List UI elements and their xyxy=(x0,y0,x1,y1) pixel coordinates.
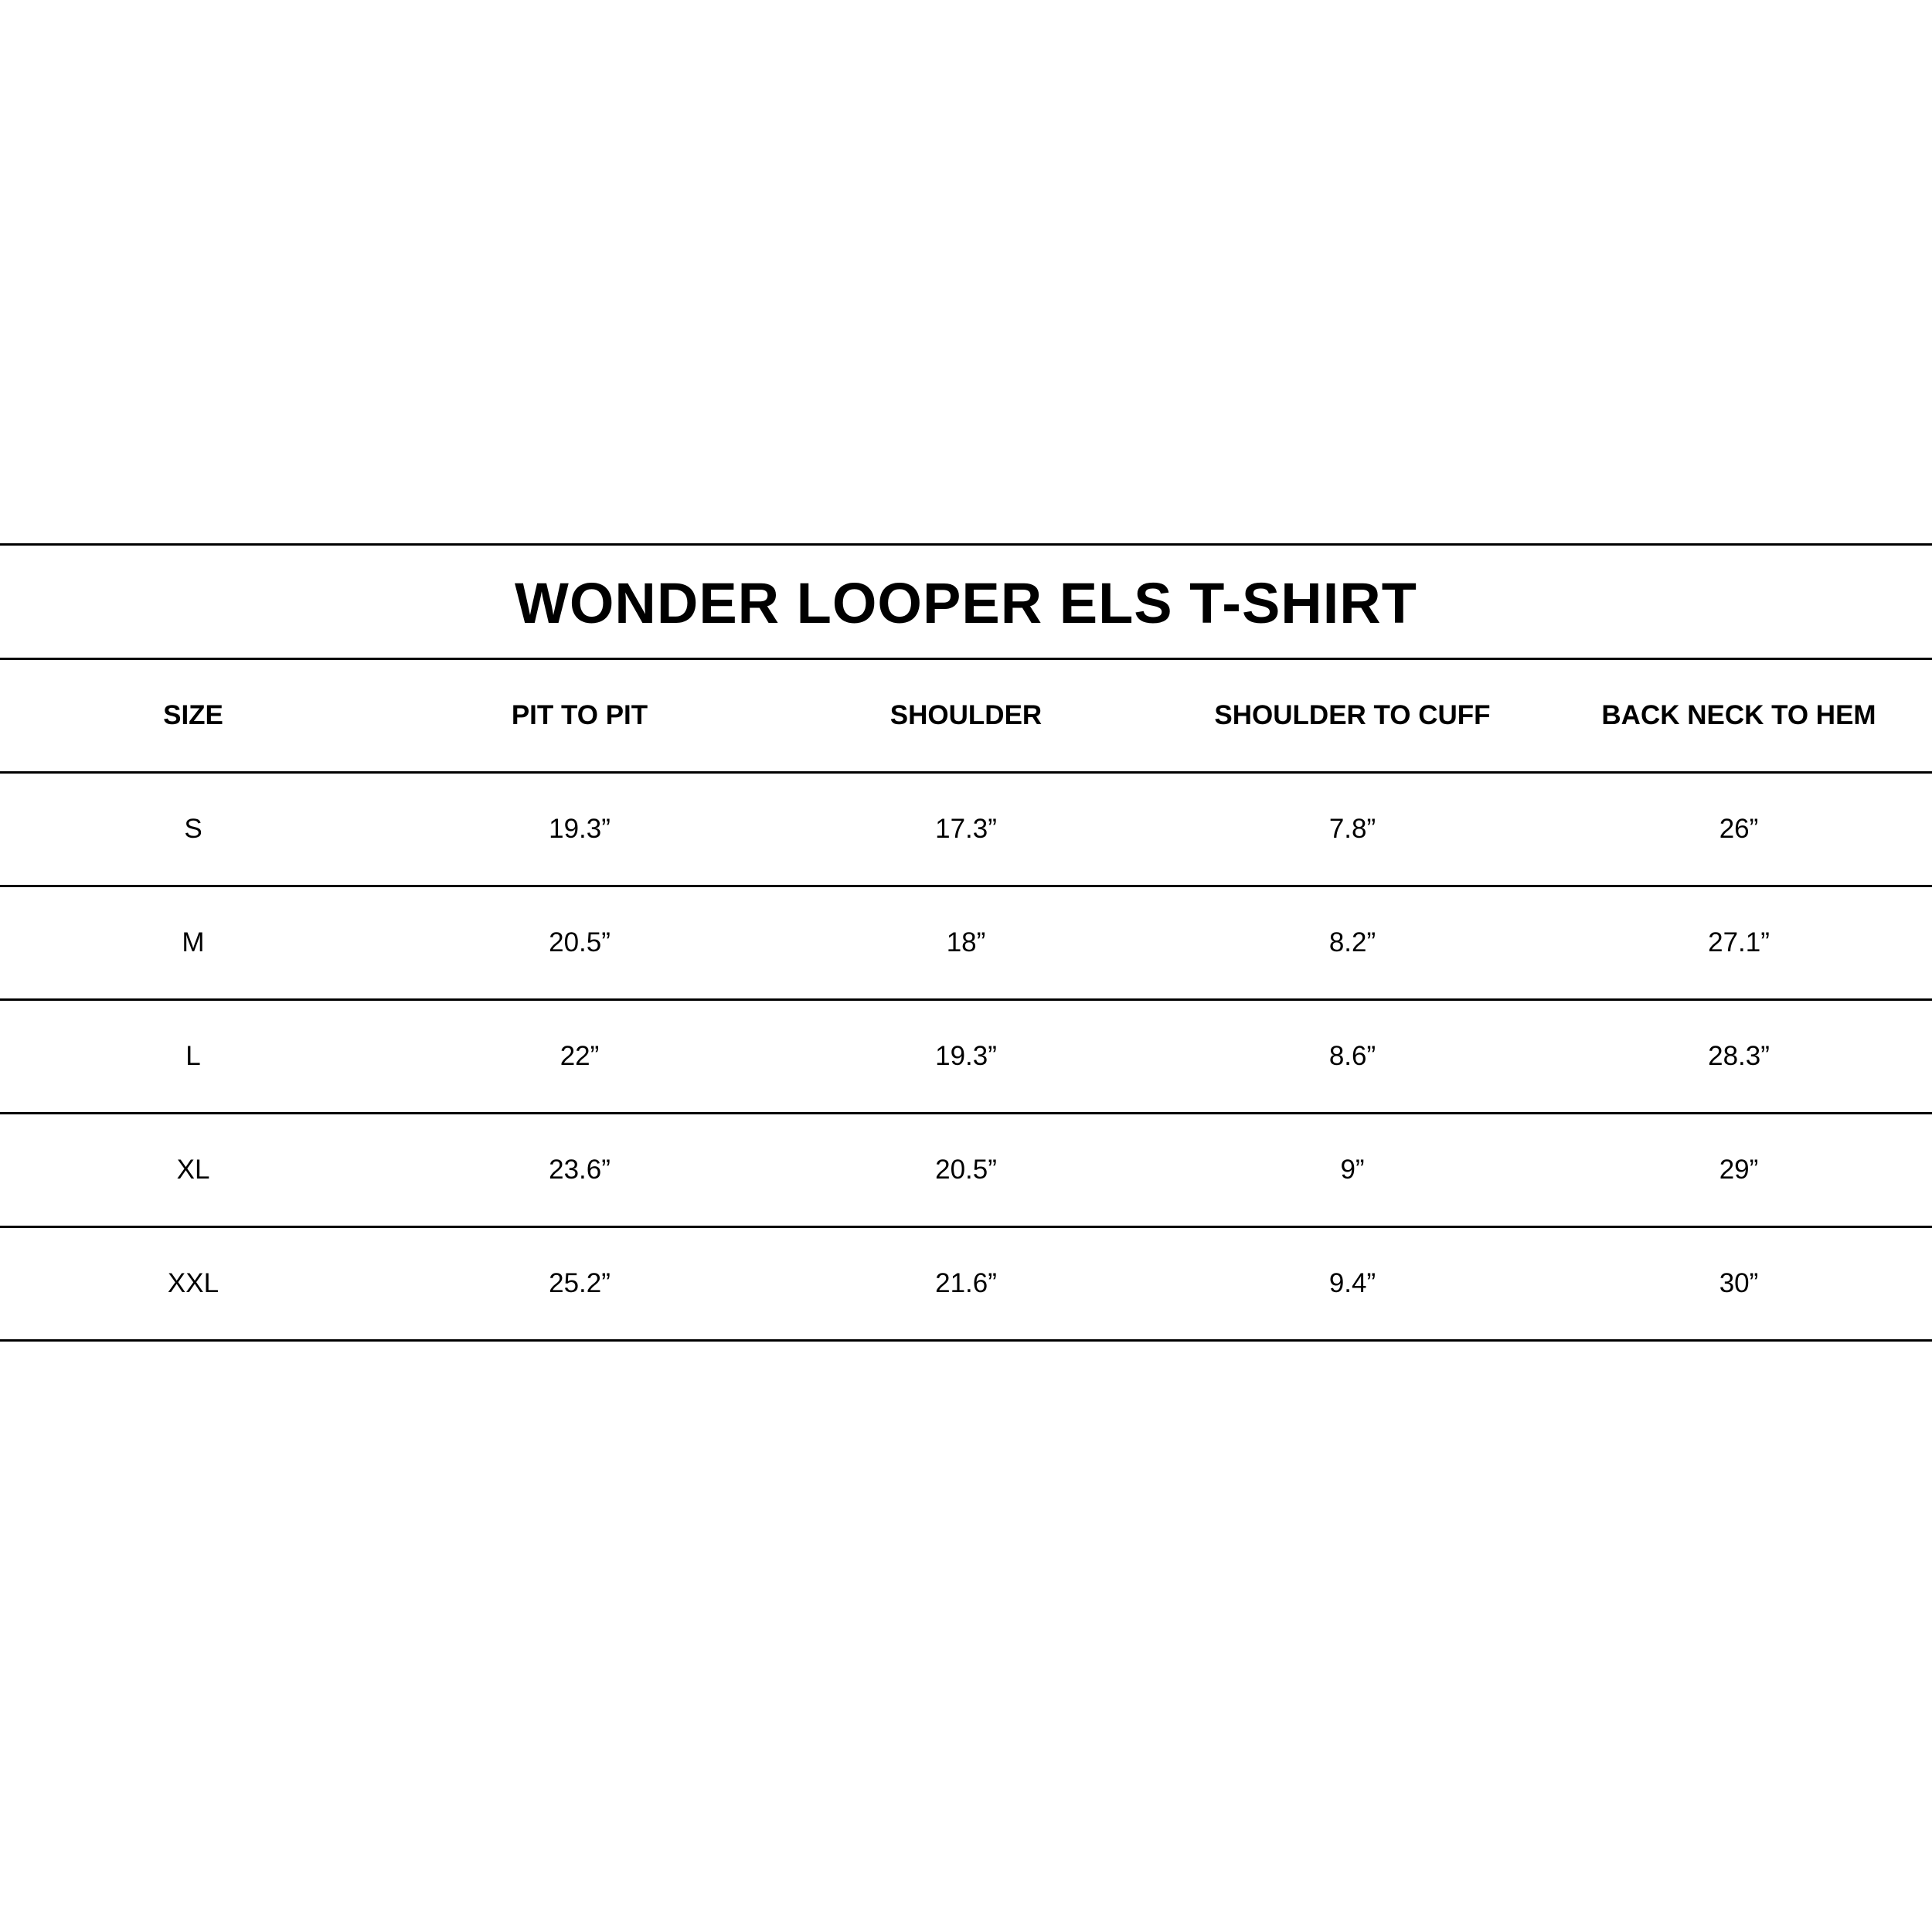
back-neck-to-hem-cell: 30” xyxy=(1719,1268,1759,1298)
header-row xyxy=(0,660,1932,771)
column-header-shoulder: SHOULDER xyxy=(889,700,1043,730)
table-row xyxy=(0,774,1932,885)
size-cell: XXL xyxy=(167,1268,219,1298)
shoulder-to-cuff-cell: 9.4” xyxy=(1328,1268,1376,1298)
size-cell: S xyxy=(184,814,202,844)
back-neck-to-hem-cell: 27.1” xyxy=(1708,927,1770,957)
back-neck-to-hem-cell: 28.3” xyxy=(1708,1041,1770,1071)
chart-title: WONDER LOOPER ELS T-SHIRT xyxy=(515,571,1417,635)
size-cell: M xyxy=(182,927,205,957)
back-neck-to-hem-cell: 26” xyxy=(1719,814,1759,844)
shoulder-to-cuff-cell: 8.6” xyxy=(1328,1041,1376,1071)
shoulder-cell: 18” xyxy=(946,927,986,957)
shoulder-to-cuff-cell: 9” xyxy=(1340,1155,1365,1185)
size-chart xyxy=(0,543,1932,1342)
pit-to-pit-cell: 19.3” xyxy=(549,814,611,844)
size-cell: L xyxy=(185,1041,201,1071)
table-row xyxy=(0,1001,1932,1112)
shoulder-cell: 17.3” xyxy=(935,814,997,844)
table-row xyxy=(0,887,1932,998)
column-header-shoulder-to-cuff: SHOULDER TO CUFF xyxy=(1214,700,1491,730)
column-header-pit-to-pit: PIT TO PIT xyxy=(511,700,648,730)
column-header-back-neck-to-hem: BACK NECK TO HEM xyxy=(1601,700,1876,730)
title-row xyxy=(0,546,1932,658)
pit-to-pit-cell: 25.2” xyxy=(549,1268,611,1298)
shoulder-to-cuff-cell: 8.2” xyxy=(1328,927,1376,957)
divider xyxy=(0,1339,1932,1342)
size-cell: XL xyxy=(176,1155,210,1185)
shoulder-cell: 20.5” xyxy=(935,1155,997,1185)
back-neck-to-hem-cell: 29” xyxy=(1719,1155,1759,1185)
column-header-size: SIZE xyxy=(163,700,223,730)
table-row xyxy=(0,1228,1932,1339)
pit-to-pit-cell: 22” xyxy=(560,1041,600,1071)
shoulder-cell: 19.3” xyxy=(935,1041,997,1071)
pit-to-pit-cell: 20.5” xyxy=(549,927,611,957)
shoulder-to-cuff-cell: 7.8” xyxy=(1328,814,1376,844)
shoulder-cell: 21.6” xyxy=(935,1268,997,1298)
pit-to-pit-cell: 23.6” xyxy=(549,1155,611,1185)
table-row xyxy=(0,1114,1932,1226)
